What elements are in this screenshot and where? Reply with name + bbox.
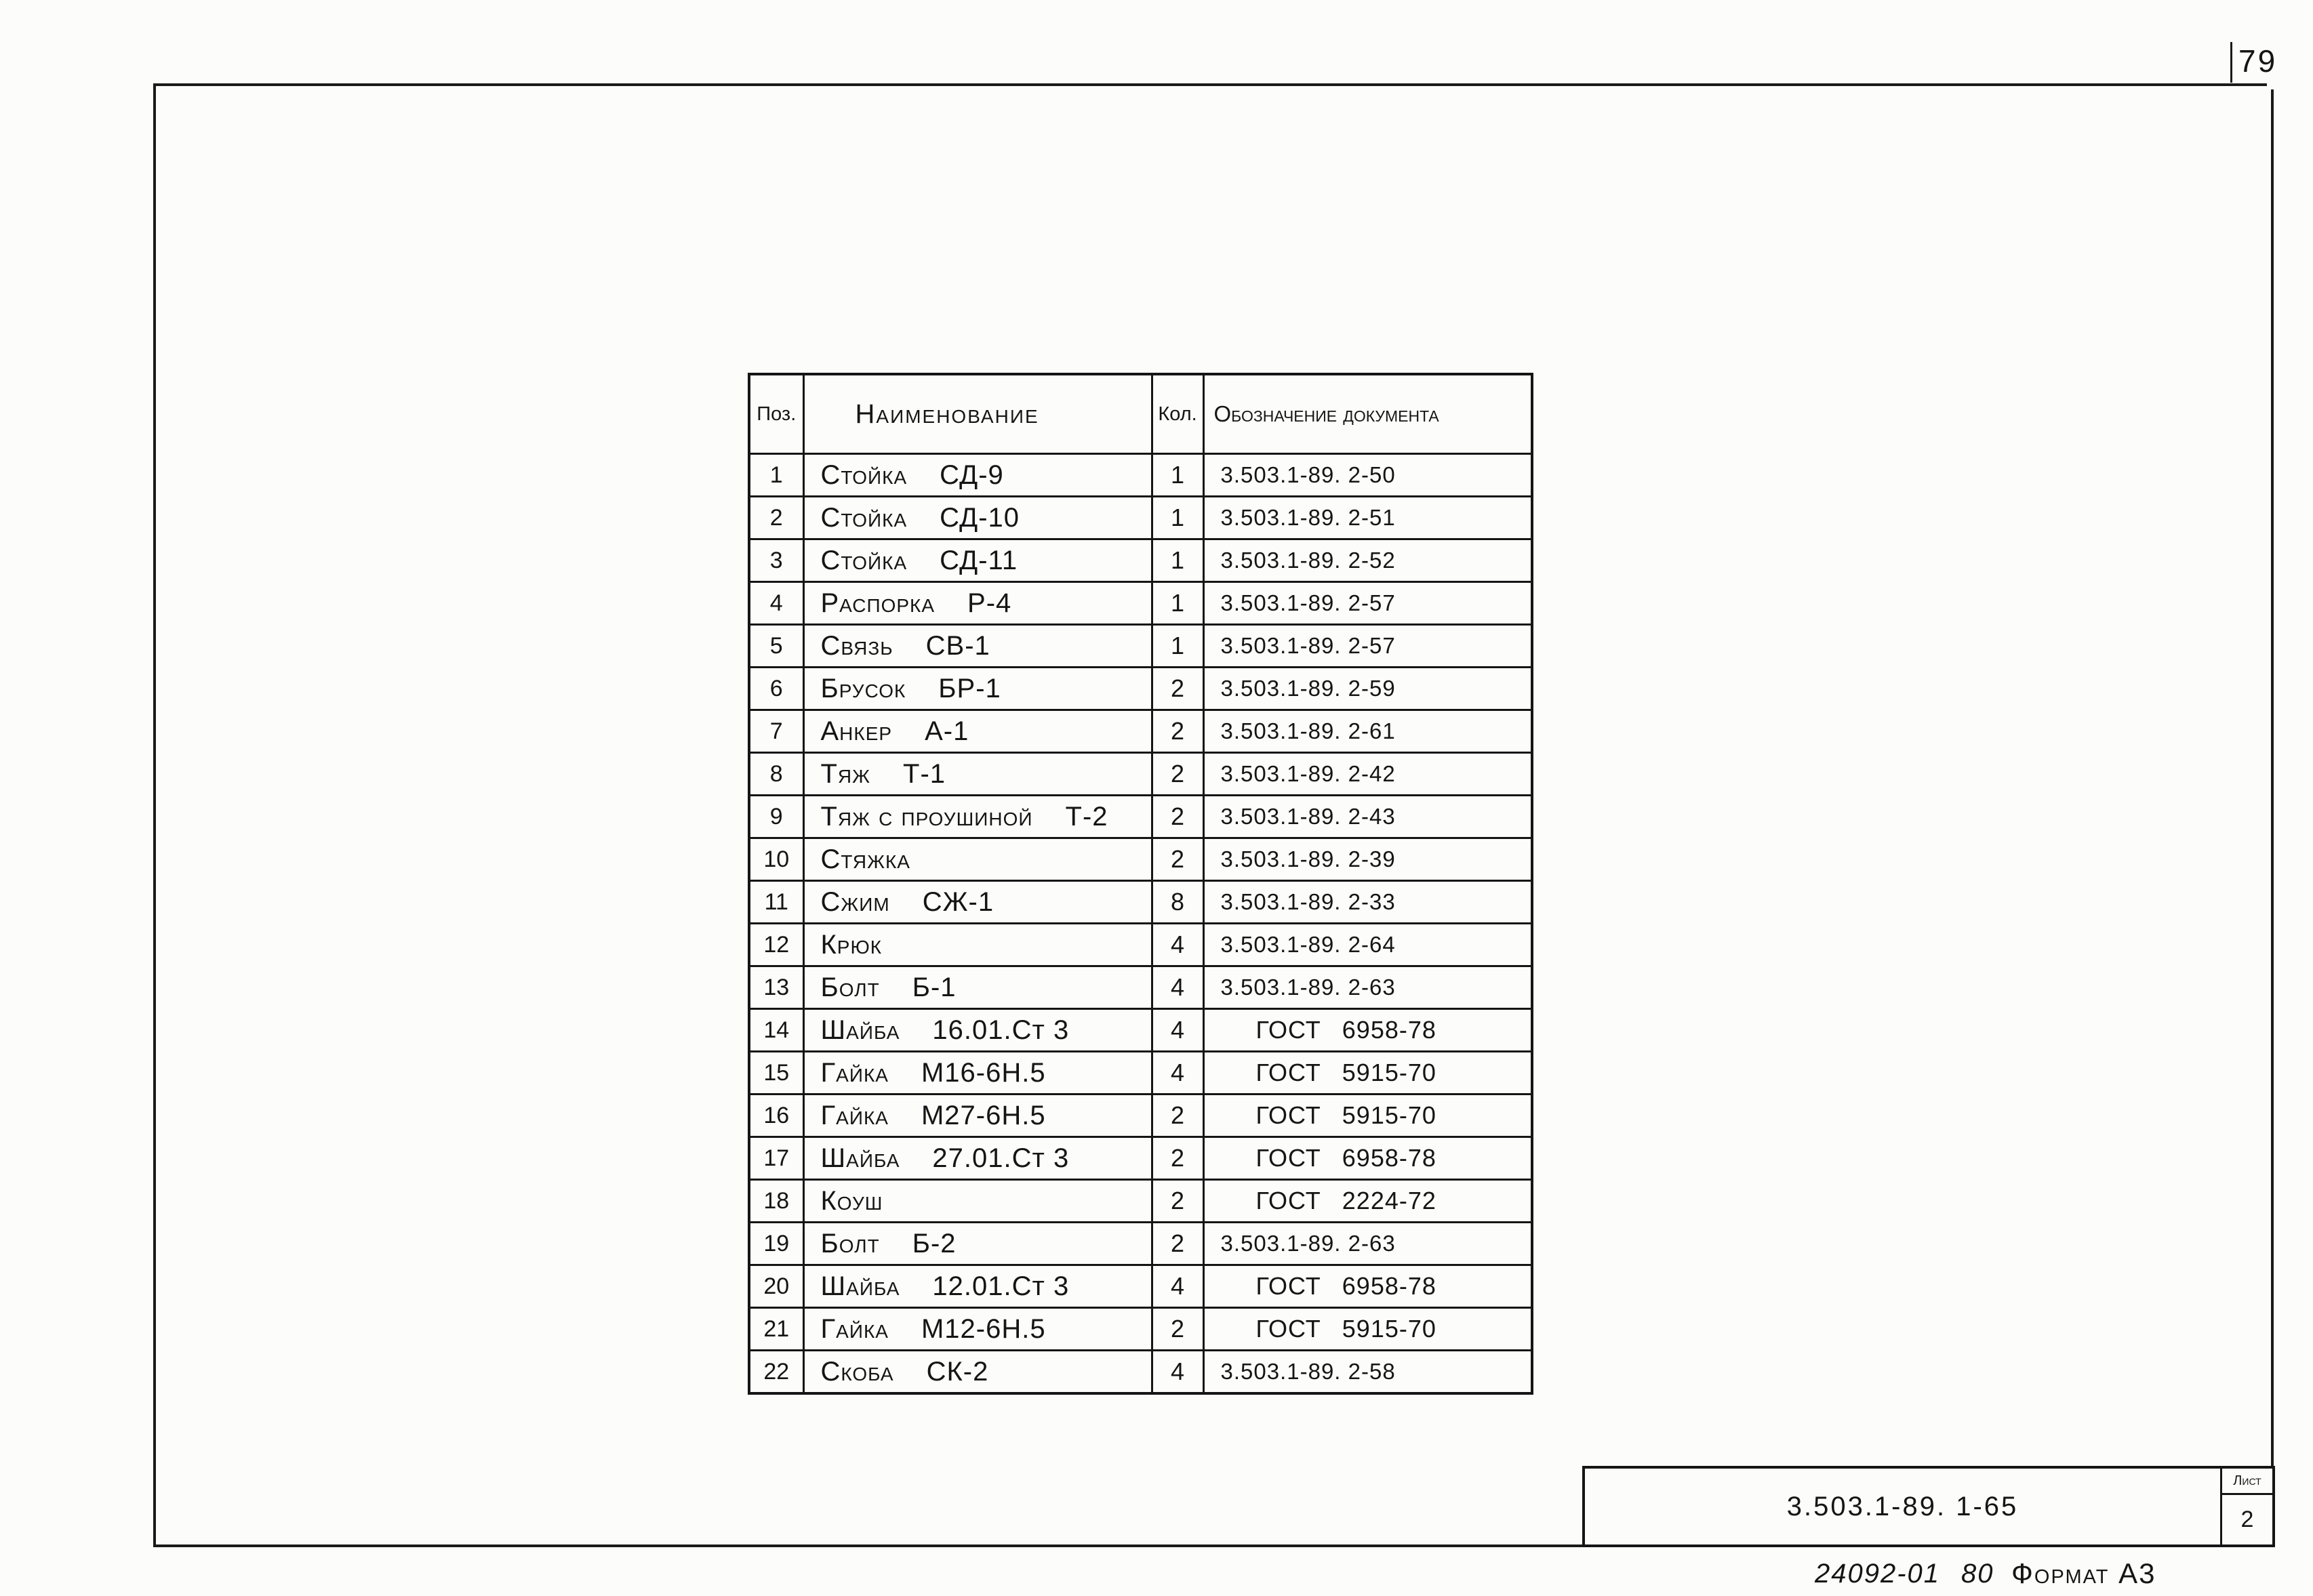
item-quantity: 1	[1152, 582, 1203, 625]
table-row	[749, 1180, 1532, 1223]
item-name-cell	[803, 710, 1152, 753]
item-name-cell	[803, 966, 1152, 1009]
item-name-cell	[803, 1265, 1152, 1308]
item-mark: Т-2	[1065, 801, 1108, 832]
item-name-cell	[803, 1052, 1152, 1094]
item-name: Коуш	[820, 1185, 883, 1216]
item-mark: М12-6Н.5	[921, 1313, 1046, 1344]
row-position: 22	[749, 1351, 803, 1394]
document-designation: ГОСТ 5915-70	[1203, 1094, 1532, 1137]
document-designation: 3.503.1-89. 2-33	[1203, 881, 1532, 924]
document-designation: 3.503.1-89. 2-57	[1203, 582, 1532, 625]
row-position: 17	[749, 1137, 803, 1180]
item-mark: Б-1	[912, 972, 957, 1002]
item-name-cell	[803, 1223, 1152, 1265]
item-mark: СД-11	[940, 545, 1018, 575]
item-quantity: 2	[1152, 1094, 1203, 1137]
row-position: 19	[749, 1223, 803, 1265]
item-mark: 12.01.Ст 3	[932, 1271, 1070, 1301]
item-name: Шайба	[820, 1271, 900, 1301]
document-designation: 3.503.1-89. 2-64	[1203, 924, 1532, 966]
item-name: Анкер	[820, 716, 893, 746]
row-position: 7	[749, 710, 803, 753]
item-name: Скоба	[820, 1356, 894, 1387]
item-name: Шайба	[820, 1143, 900, 1173]
document-designation: ГОСТ 6958-78	[1203, 1137, 1532, 1180]
document-designation: 3.503.1-89. 2-63	[1203, 1223, 1532, 1265]
item-mark: СК-2	[926, 1356, 989, 1387]
table-row	[749, 582, 1532, 625]
document-designation: ГОСТ 6958-78	[1203, 1265, 1532, 1308]
table-row	[749, 1223, 1532, 1265]
document-designation: 3.503.1-89. 2-43	[1203, 796, 1532, 838]
item-quantity: 2	[1152, 796, 1203, 838]
frame-top-border	[153, 83, 2267, 86]
table-row	[749, 753, 1532, 796]
item-name: Тяж	[820, 758, 871, 789]
document-designation: 3.503.1-89. 2-63	[1203, 966, 1532, 1009]
item-mark: СД-10	[940, 502, 1020, 533]
document-designation-main: 3.503.1-89. 1-65	[1786, 1491, 2019, 1521]
item-quantity: 2	[1152, 710, 1203, 753]
item-quantity: 4	[1152, 966, 1203, 1009]
document-designation: 3.503.1-89. 2-52	[1203, 539, 1532, 582]
item-quantity: 2	[1152, 838, 1203, 881]
item-name: Сжим	[820, 886, 890, 917]
table-row	[749, 710, 1532, 753]
document-designation: 3.503.1-89. 2-57	[1203, 625, 1532, 668]
document-designation: ГОСТ 2224-72	[1203, 1180, 1532, 1223]
item-name-cell	[803, 796, 1152, 838]
item-name: Тяж с проушиной	[820, 801, 1033, 832]
row-position: 2	[749, 497, 803, 539]
frame-right-border	[2271, 89, 2274, 1547]
item-name: Распорка	[820, 588, 936, 618]
item-quantity: 1	[1152, 539, 1203, 582]
table-row	[749, 838, 1532, 881]
item-mark: СД-9	[940, 459, 1004, 490]
header-row	[749, 374, 1532, 454]
item-quantity: 1	[1152, 497, 1203, 539]
item-quantity: 2	[1152, 668, 1203, 710]
item-quantity: 4	[1152, 1351, 1203, 1394]
table-row	[749, 924, 1532, 966]
table-body	[749, 454, 1532, 1394]
item-name: Крюк	[820, 929, 883, 960]
table-row	[749, 1265, 1532, 1308]
item-name-cell	[803, 668, 1152, 710]
row-position: 16	[749, 1094, 803, 1137]
row-position: 4	[749, 582, 803, 625]
table-row	[749, 539, 1532, 582]
row-position: 21	[749, 1308, 803, 1351]
item-mark: Р-4	[967, 588, 1012, 618]
item-mark: СВ-1	[925, 630, 990, 661]
table-row	[749, 1137, 1532, 1180]
item-name: Брусок	[820, 673, 906, 703]
row-position: 13	[749, 966, 803, 1009]
item-quantity: 4	[1152, 1052, 1203, 1094]
document-designation: ГОСТ 5915-70	[1203, 1308, 1532, 1351]
inventory-number: 24092-01	[1815, 1559, 1941, 1589]
row-position: 8	[749, 753, 803, 796]
item-quantity: 2	[1152, 1223, 1203, 1265]
row-position: 10	[749, 838, 803, 881]
document-designation: ГОСТ 6958-78	[1203, 1009, 1532, 1052]
row-position: 12	[749, 924, 803, 966]
item-mark: БР-1	[938, 673, 1001, 703]
table-row	[749, 1308, 1532, 1351]
row-position: 1	[749, 454, 803, 497]
item-mark: 16.01.Ст 3	[932, 1015, 1070, 1045]
item-name-cell	[803, 582, 1152, 625]
row-position: 3	[749, 539, 803, 582]
item-name: Стяжка	[820, 844, 910, 874]
item-quantity: 2	[1152, 1308, 1203, 1351]
item-quantity: 2	[1152, 1180, 1203, 1223]
item-name-cell	[803, 539, 1152, 582]
item-mark: А-1	[925, 716, 969, 746]
item-name-cell	[803, 454, 1152, 497]
item-mark: СЖ-1	[922, 886, 994, 917]
row-position: 14	[749, 1009, 803, 1052]
table-row	[749, 796, 1532, 838]
item-name: Гайка	[820, 1057, 889, 1088]
item-mark: М27-6Н.5	[921, 1100, 1046, 1130]
item-quantity: 2	[1152, 753, 1203, 796]
item-name-cell	[803, 1094, 1152, 1137]
document-designation: 3.503.1-89. 2-51	[1203, 497, 1532, 539]
row-position: 5	[749, 625, 803, 668]
item-quantity: 1	[1152, 625, 1203, 668]
specification-table	[748, 373, 1533, 1395]
table-header	[749, 374, 1532, 454]
item-quantity: 8	[1152, 881, 1203, 924]
document-designation: 3.503.1-89. 2-61	[1203, 710, 1532, 753]
item-quantity: 4	[1152, 924, 1203, 966]
table-row	[749, 881, 1532, 924]
row-position: 18	[749, 1180, 803, 1223]
item-name: Гайка	[820, 1313, 889, 1344]
header-name: Наименование	[803, 374, 1152, 454]
item-name-cell	[803, 838, 1152, 881]
row-position: 20	[749, 1265, 803, 1308]
row-position: 15	[749, 1052, 803, 1094]
sheet-number: 2	[2240, 1507, 2254, 1532]
item-name-cell	[803, 625, 1152, 668]
item-quantity: 4	[1152, 1265, 1203, 1308]
header-document: Обозначение документа	[1203, 374, 1532, 454]
item-mark: Б-2	[912, 1228, 957, 1259]
table-row	[749, 1351, 1532, 1394]
document-designation: ГОСТ 5915-70	[1203, 1052, 1532, 1094]
sheet-cell	[2220, 1469, 2272, 1544]
document-designation: 3.503.1-89. 2-50	[1203, 454, 1532, 497]
row-position: 11	[749, 881, 803, 924]
item-quantity: 1	[1152, 454, 1203, 497]
table-row	[749, 625, 1532, 668]
item-name: Стойка	[820, 502, 908, 533]
item-name: Гайка	[820, 1100, 889, 1130]
item-name-cell	[803, 1137, 1152, 1180]
item-name: Связь	[820, 630, 893, 661]
item-name: Шайба	[820, 1015, 900, 1045]
sheet-label: Лист	[2222, 1469, 2272, 1495]
frame-left-border	[153, 83, 156, 1547]
item-quantity: 2	[1152, 1137, 1203, 1180]
item-mark: М16-6Н.5	[921, 1057, 1046, 1088]
document-designation: 3.503.1-89. 2-39	[1203, 838, 1532, 881]
item-name-cell	[803, 1308, 1152, 1351]
sheet-format: Формат А3	[2011, 1557, 2156, 1589]
item-name-cell	[803, 497, 1152, 539]
item-name-cell	[803, 753, 1152, 796]
table-row	[749, 1009, 1532, 1052]
table-row	[749, 497, 1532, 539]
item-name-cell	[803, 1351, 1152, 1394]
item-name-cell	[803, 881, 1152, 924]
document-designation: 3.503.1-89. 2-42	[1203, 753, 1532, 796]
item-name: Стойка	[820, 545, 908, 575]
item-mark: Т-1	[903, 758, 946, 789]
table-row	[749, 668, 1532, 710]
item-name: Болт	[820, 1228, 880, 1259]
page-number-divider	[2230, 42, 2232, 83]
page-number: 79	[2238, 43, 2278, 79]
item-name: Стойка	[820, 459, 908, 490]
document-designation: 3.503.1-89. 2-59	[1203, 668, 1532, 710]
item-name-cell	[803, 1009, 1152, 1052]
table-row	[749, 1052, 1532, 1094]
item-name: Болт	[820, 972, 880, 1002]
item-name-cell	[803, 1180, 1152, 1223]
header-quantity: Кол.	[1152, 374, 1203, 454]
item-quantity: 4	[1152, 1009, 1203, 1052]
item-name-cell	[803, 924, 1152, 966]
row-position: 6	[749, 668, 803, 710]
table-row	[749, 966, 1532, 1009]
row-position: 9	[749, 796, 803, 838]
table-row	[749, 1094, 1532, 1137]
document-designation: 3.503.1-89. 2-58	[1203, 1351, 1532, 1394]
table-row	[749, 454, 1532, 497]
inventory-code: 80	[1961, 1559, 1994, 1589]
item-mark: 27.01.Ст 3	[932, 1143, 1070, 1173]
title-block	[1582, 1466, 2275, 1547]
header-position: Поз.	[749, 374, 803, 454]
